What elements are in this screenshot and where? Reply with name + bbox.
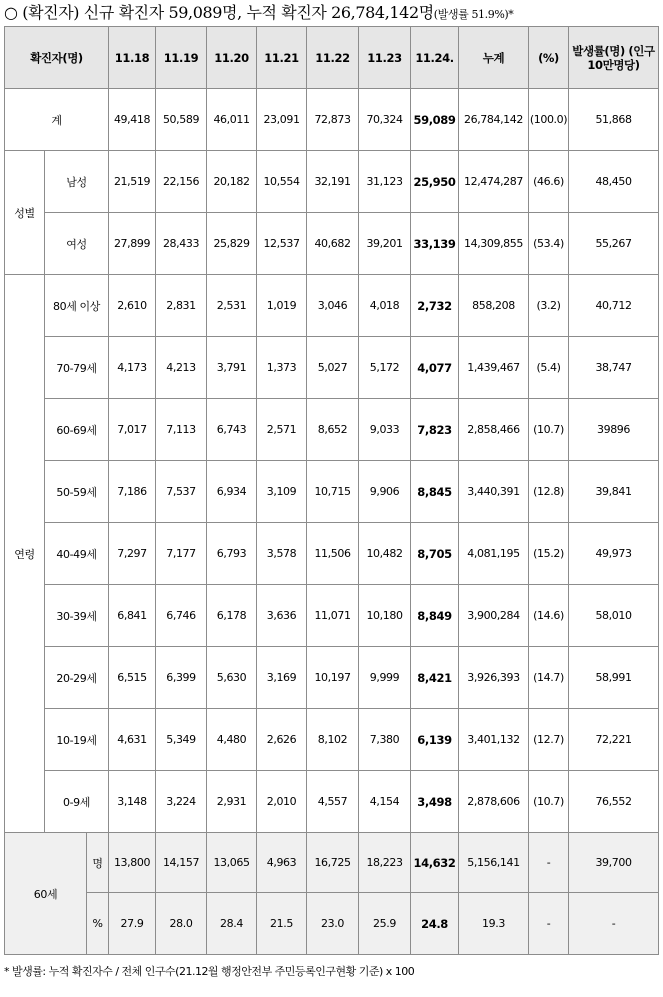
- table-row: [5, 399, 659, 461]
- cell-cumulative: 5,156,141: [459, 833, 529, 893]
- cell: 3,224: [156, 771, 207, 833]
- group-label-sex: 성별: [5, 151, 45, 275]
- cell-cumulative: 14,309,855: [459, 213, 529, 275]
- cell: 11,071: [307, 585, 359, 647]
- cell-cumulative: 2,858,466: [459, 399, 529, 461]
- cell-cumulative: 2,878,606: [459, 771, 529, 833]
- cell: 5,630: [207, 647, 257, 709]
- cell: 6,841: [109, 585, 156, 647]
- cell: 4,018: [359, 275, 411, 337]
- title-rate-note: (발생률 51.9%)*: [433, 8, 514, 21]
- cell: 2,010: [257, 771, 307, 833]
- cell-latest: 8,845: [411, 461, 459, 523]
- cell-rate: 39896: [569, 399, 659, 461]
- cell: 2,626: [257, 709, 307, 771]
- cell: 5,027: [307, 337, 359, 399]
- cell-pct: (14.6): [529, 585, 569, 647]
- cell-pct: -: [529, 893, 569, 955]
- cell: 1,019: [257, 275, 307, 337]
- header-rate: 발생률(명) (인구 10만명당): [569, 27, 659, 89]
- cell-cumulative: 26,784,142: [459, 89, 529, 151]
- table-row: [5, 337, 659, 399]
- cell: 6,934: [207, 461, 257, 523]
- cell-rate: 58,010: [569, 585, 659, 647]
- table-row: [5, 523, 659, 585]
- cell: 14,157: [156, 833, 207, 893]
- cell: 13,800: [109, 833, 156, 893]
- cell-rate: 72,221: [569, 709, 659, 771]
- cell: 25,829: [207, 213, 257, 275]
- cell: 21,519: [109, 151, 156, 213]
- cell: 10,197: [307, 647, 359, 709]
- cell-latest: 8,705: [411, 523, 459, 585]
- table-row: [5, 893, 659, 955]
- cell: 6,746: [156, 585, 207, 647]
- cell-cumulative: 3,401,132: [459, 709, 529, 771]
- cell-pct: (10.7): [529, 771, 569, 833]
- row-label: 남성: [45, 151, 109, 213]
- table-row: [5, 709, 659, 771]
- cell-pct: (53.4): [529, 213, 569, 275]
- cell: 10,554: [257, 151, 307, 213]
- cell: 7,113: [156, 399, 207, 461]
- cell-pct: (5.4): [529, 337, 569, 399]
- cell-pct: (100.0): [529, 89, 569, 151]
- cell-rate: 51,868: [569, 89, 659, 151]
- cell: 50,589: [156, 89, 207, 151]
- row-label: 30-39세: [45, 585, 109, 647]
- cell: 10,180: [359, 585, 411, 647]
- cell-latest: 3,498: [411, 771, 459, 833]
- row-label: 여성: [45, 213, 109, 275]
- cell: 4,631: [109, 709, 156, 771]
- cell-rate: 49,973: [569, 523, 659, 585]
- cell: 7,177: [156, 523, 207, 585]
- cell-latest: 59,089: [411, 89, 459, 151]
- cell: 3,636: [257, 585, 307, 647]
- row-label: 20-29세: [45, 647, 109, 709]
- cell: 4,557: [307, 771, 359, 833]
- cell: 16,725: [307, 833, 359, 893]
- cell-latest: 8,421: [411, 647, 459, 709]
- cell-cumulative: 858,208: [459, 275, 529, 337]
- circle-bullet: ○: [4, 3, 18, 22]
- cell: 22,156: [156, 151, 207, 213]
- cell: 25.9: [359, 893, 411, 955]
- cell: 7,297: [109, 523, 156, 585]
- cell-pct: -: [529, 833, 569, 893]
- cell: 6,399: [156, 647, 207, 709]
- header-date: 11.18: [109, 27, 156, 89]
- confirmed-cases-table: [4, 26, 659, 955]
- cell: 31,123: [359, 151, 411, 213]
- cell: 12,537: [257, 213, 307, 275]
- cell: 18,223: [359, 833, 411, 893]
- cell: 8,652: [307, 399, 359, 461]
- cell-latest: 6,139: [411, 709, 459, 771]
- cell: 5,172: [359, 337, 411, 399]
- cell: 8,102: [307, 709, 359, 771]
- cell-rate: 58,991: [569, 647, 659, 709]
- header-date: 11.19: [156, 27, 207, 89]
- cell-rate: 39,841: [569, 461, 659, 523]
- cell: 6,793: [207, 523, 257, 585]
- cell: 3,169: [257, 647, 307, 709]
- table-row: [5, 151, 659, 213]
- cell: 3,578: [257, 523, 307, 585]
- cell-latest: 33,139: [411, 213, 459, 275]
- row-label: 70-79세: [45, 337, 109, 399]
- cell-cumulative: 1,439,467: [459, 337, 529, 399]
- row-label: 60-69세: [45, 399, 109, 461]
- cell: 2,831: [156, 275, 207, 337]
- row-label: 10-19세: [45, 709, 109, 771]
- cell: 3,148: [109, 771, 156, 833]
- header-date: 11.21: [257, 27, 307, 89]
- cell-rate: 76,552: [569, 771, 659, 833]
- cell-pct: (15.2): [529, 523, 569, 585]
- table-row: [5, 771, 659, 833]
- cell: 2,610: [109, 275, 156, 337]
- cell: 11,506: [307, 523, 359, 585]
- cell: 2,531: [207, 275, 257, 337]
- cell-pct: (12.7): [529, 709, 569, 771]
- cell: 3,791: [207, 337, 257, 399]
- table-row: [5, 833, 659, 893]
- cell: 21.5: [257, 893, 307, 955]
- cell-pct: (12.8): [529, 461, 569, 523]
- cell-latest: 2,732: [411, 275, 459, 337]
- row-label: 40-49세: [45, 523, 109, 585]
- cell: 27,899: [109, 213, 156, 275]
- cell-rate: 55,267: [569, 213, 659, 275]
- cell-cumulative: 3,440,391: [459, 461, 529, 523]
- cell: 28.4: [207, 893, 257, 955]
- header-date: 11.20: [207, 27, 257, 89]
- cell: 23,091: [257, 89, 307, 151]
- cell-rate: -: [569, 893, 659, 955]
- cell: 40,682: [307, 213, 359, 275]
- cell: 28.0: [156, 893, 207, 955]
- cell: 4,213: [156, 337, 207, 399]
- cell-pct: (3.2): [529, 275, 569, 337]
- row-label: 계: [5, 89, 109, 151]
- title-text: 신규 확진자 59,089명, 누적 확진자 26,784,142명: [79, 3, 434, 22]
- cell: 10,715: [307, 461, 359, 523]
- header-date: 11.24.: [411, 27, 459, 89]
- cell: 72,873: [307, 89, 359, 151]
- table-row: [5, 213, 659, 275]
- cell: 46,011: [207, 89, 257, 151]
- cell: 4,173: [109, 337, 156, 399]
- cell-latest: 14,632: [411, 833, 459, 893]
- header-date: 11.23: [359, 27, 411, 89]
- cell-cumulative: 3,926,393: [459, 647, 529, 709]
- title-bracket: (확진자): [22, 3, 80, 22]
- cell: 6,178: [207, 585, 257, 647]
- cell-cumulative: 3,900,284: [459, 585, 529, 647]
- row-label: 명: [87, 833, 109, 893]
- cell-cumulative: 4,081,195: [459, 523, 529, 585]
- cell: 3,046: [307, 275, 359, 337]
- cell: 9,033: [359, 399, 411, 461]
- header-label: 확진자(명): [5, 27, 109, 89]
- cell-latest: 8,849: [411, 585, 459, 647]
- cell: 4,154: [359, 771, 411, 833]
- group-label-age: 연령: [5, 275, 45, 833]
- cell-latest: 25,950: [411, 151, 459, 213]
- header-date: 11.22: [307, 27, 359, 89]
- cell: 4,963: [257, 833, 307, 893]
- cell: 4,480: [207, 709, 257, 771]
- cell: 1,373: [257, 337, 307, 399]
- cell: 20,182: [207, 151, 257, 213]
- cell: 6,743: [207, 399, 257, 461]
- cell: 3,109: [257, 461, 307, 523]
- cell: 9,906: [359, 461, 411, 523]
- row-label: 50-59세: [45, 461, 109, 523]
- cell: 23.0: [307, 893, 359, 955]
- cell: 27.9: [109, 893, 156, 955]
- table-row: [5, 647, 659, 709]
- cell: 2,571: [257, 399, 307, 461]
- cell: 28,433: [156, 213, 207, 275]
- table-row: [5, 461, 659, 523]
- cell-pct: (46.6): [529, 151, 569, 213]
- header-pct: (%): [529, 27, 569, 89]
- row-label: %: [87, 893, 109, 955]
- cell-pct: (14.7): [529, 647, 569, 709]
- cell: 39,201: [359, 213, 411, 275]
- cell-latest: 24.8: [411, 893, 459, 955]
- cell-rate: 39,700: [569, 833, 659, 893]
- cell-rate: 48,450: [569, 151, 659, 213]
- row-label: 0-9세: [45, 771, 109, 833]
- cell-pct: (10.7): [529, 399, 569, 461]
- group-label-over60: 60세: [5, 833, 87, 955]
- cell-latest: 7,823: [411, 399, 459, 461]
- cell: 7,186: [109, 461, 156, 523]
- cell-rate: 40,712: [569, 275, 659, 337]
- cell: 6,515: [109, 647, 156, 709]
- cell: 7,537: [156, 461, 207, 523]
- cell-cumulative: 12,474,287: [459, 151, 529, 213]
- cell-cumulative: 19.3: [459, 893, 529, 955]
- cell: 49,418: [109, 89, 156, 151]
- cell: 10,482: [359, 523, 411, 585]
- cell: 32,191: [307, 151, 359, 213]
- footnote: * 발생률: 누적 확진자수 / 전체 인구수(21.12월 행정안전부 주민등록인구현황 기준) x 100: [4, 965, 415, 978]
- row-label: 80세 이상: [45, 275, 109, 337]
- cell: 13,065: [207, 833, 257, 893]
- cell: 70,324: [359, 89, 411, 151]
- cell-latest: 4,077: [411, 337, 459, 399]
- page-title: [4, 2, 513, 24]
- table-row: [5, 275, 659, 337]
- cell-rate: 38,747: [569, 337, 659, 399]
- cell: 7,017: [109, 399, 156, 461]
- cell: 7,380: [359, 709, 411, 771]
- header-total: 누계: [459, 27, 529, 89]
- cell: 9,999: [359, 647, 411, 709]
- table-row: [5, 89, 659, 151]
- cell: 2,931: [207, 771, 257, 833]
- cell: 5,349: [156, 709, 207, 771]
- table-row: [5, 585, 659, 647]
